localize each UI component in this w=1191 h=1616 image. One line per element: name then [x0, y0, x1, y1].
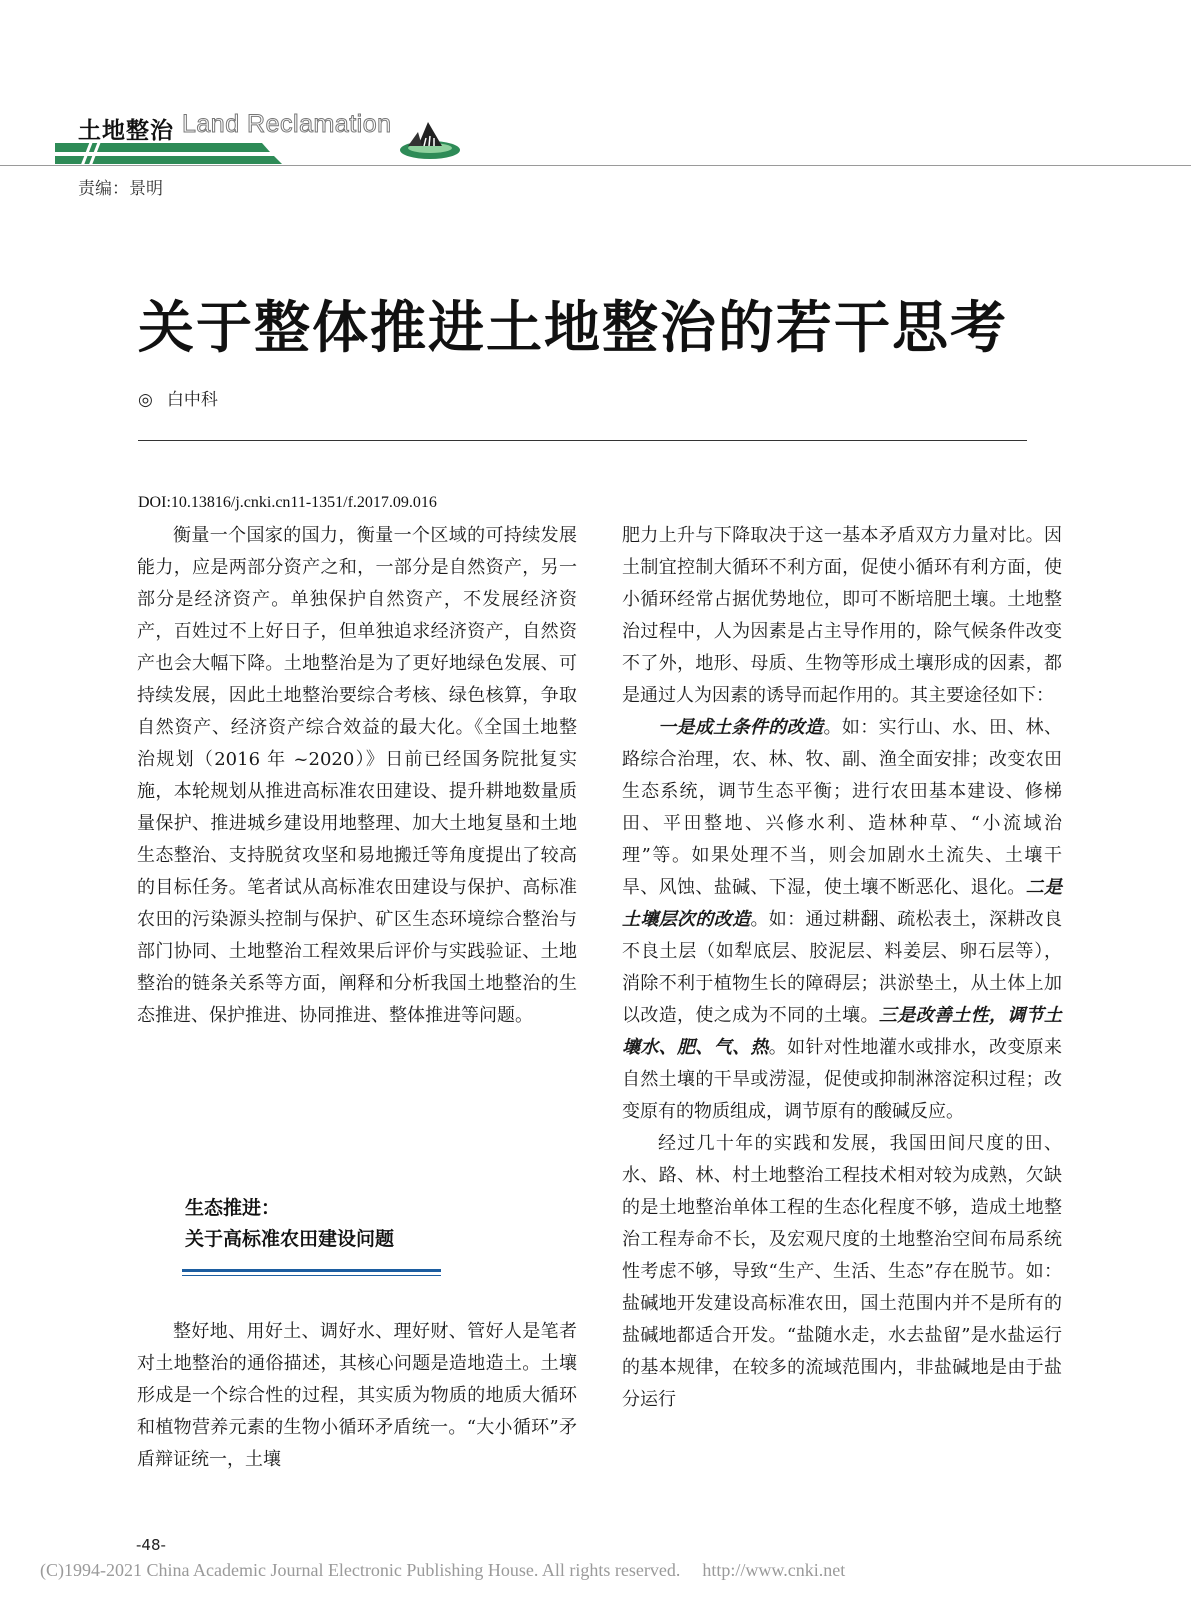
emphasis: 二是土壤层次的改造: [622, 877, 1063, 930]
editor-credit: 责编：景明: [78, 179, 163, 199]
author-mark: ◎: [138, 390, 153, 410]
author-line: [138, 385, 218, 410]
emphasis: 一是成土条件的改造: [658, 717, 824, 738]
paragraph: 肥力上升与下降取决于这一基本矛盾双方力量对比。因土制宜控制大循环不利方面，促使小循环有利方面，使小循环经常占据优势地位，即可不断培肥土壤。土地整治过程中，人为因素是占主导作用的，除气候条件改变不了外，地形、母质、生物等形成土壤形成的因素，都是通过人为因素的诱导而起作用的。其主要途径如下：: [622, 525, 1062, 706]
paragraph-methods: [622, 712, 1062, 1128]
section-heading: [185, 1193, 394, 1255]
section-heading-line1: 生态推进：: [185, 1197, 281, 1219]
paragraph: 经过几十年的实践和发展，我国田间尺度的田、水、路、林、村土地整治工程技术相对较为成熟，欠缺的是土地整治单体工程的生态化程度不够，造成土地整治工程寿命不长，及宏观尺度的土地整治空间布局系统性考虑不够，导致“生产、生活、生态”存在脱节。如：盐碱地开发建设高标准农田，国土范围内并不是所有的盐碱地都适合开发。“盐随水走，水去盐留”是水盐运行的基本规律，在较多的流域范围内，非盐碱地是由于盐分运行: [622, 1133, 1062, 1410]
section-name-cn: 土地整治: [78, 118, 174, 144]
left-column-intro: [137, 520, 577, 1032]
copyright-text: (C)1994-2021 China Academic Journal Electronic Publishing House. All rights reserved.: [40, 1560, 681, 1580]
section-heading-line2: 关于高标准农田建设问题: [185, 1228, 395, 1250]
page-number: -48-: [136, 1536, 166, 1554]
copyright-footer: [40, 1560, 845, 1581]
article-title: 关于整体推进土地整治的若干思考: [138, 295, 1008, 361]
stripe-bottom: [55, 156, 282, 164]
title-rule: [138, 440, 1027, 441]
text-run: 。如针对性地灌水或排水，改变原来自然土壤的干旱或涝湿，促使或抑制淋溶淀积过程；改变原有的物质组成，调节原有的酸碱反应。: [622, 1037, 1063, 1122]
text-run: 。如：通过耕翻、疏松表土，深耕改良不良土层（如犁底层、胶泥层、料姜层、卵石层等），消除不利于植物生长的障碍层；洪淤垫土，从土体上加以改造，使之成为不同的土壤。: [622, 909, 1063, 1026]
paragraph: 整好地、用好土、调好水、理好财、管好人是笔者对土地整治的通俗描述，其核心问题是造地造土。土壤形成是一个综合性的过程，其实质为物质的地质大循环和植物营养元素的生物小循环矛盾统一。“大小循环”矛盾辩证统一，土壤: [137, 1321, 577, 1470]
section-rule-thick: [182, 1269, 441, 1272]
emphasis: 三是改善土性，调节土壤水、肥、气、热: [622, 1005, 1063, 1058]
paragraph: 衡量一个国家的国力，衡量一个区域的可持续发展能力，应是两部分资产之和，一部分是自然资产，另一部分是经济资产。单独保护自然资产，不发展经济资产，百姓过不上好日子，但单独追求经济资产，自然资产也会大幅下降。土地整治是为了更好地绿色发展、可持续发展，因此土地整治要综合考核、绿色核算，争取自然资产、经济资产综合效益的最大化。《全国土地整治规划（2016 年 ~2020）》日前已经国务院批复实施，本轮规划从推进高标准农田建设、提升耕地数量质量保护、推进城乡建设用地整理、加大土地复垦和土地生态整治、支持脱贫攻坚和易地搬迁等角度提出了较高的目标任务。笔者试从高标准农田建设与保护、高标准农田的污染源头控制与保护、矿区生态环境综合整治与部门协同、土地整治工程效果后评价与实践验证、土地整治的链条关系等方面，阐释和分析我国土地整治的生态推进、保护推进、协同推进、整体推进等问题。: [137, 525, 577, 1026]
section-name-en: Land Reclamation: [182, 110, 392, 138]
author-name: 白中科: [166, 390, 218, 410]
land-logo-icon: [396, 116, 462, 162]
text-run: 。如：实行山、水、田、林、路综合治理，农、林、牧、副、渔全面安排；改变农田生态系统，调节生态平衡；进行农田基本建设、修梯田、平田整地、兴修水利、造林种草、“小流域治理”等。如果处理不当，则会加剧水土流失、土壤干旱、风蚀、盐碱、下湿，使土壤不断恶化、退化。: [622, 717, 1063, 898]
left-column-section: [137, 1316, 577, 1476]
footer-url: http://www.cnki.net: [702, 1560, 846, 1580]
doi: DOI:10.13816/j.cnki.cn11-1351/f.2017.09.016: [138, 494, 437, 511]
right-column: [622, 520, 1062, 1416]
header-rule: [0, 165, 1191, 166]
section-rule-thin: [182, 1275, 441, 1276]
